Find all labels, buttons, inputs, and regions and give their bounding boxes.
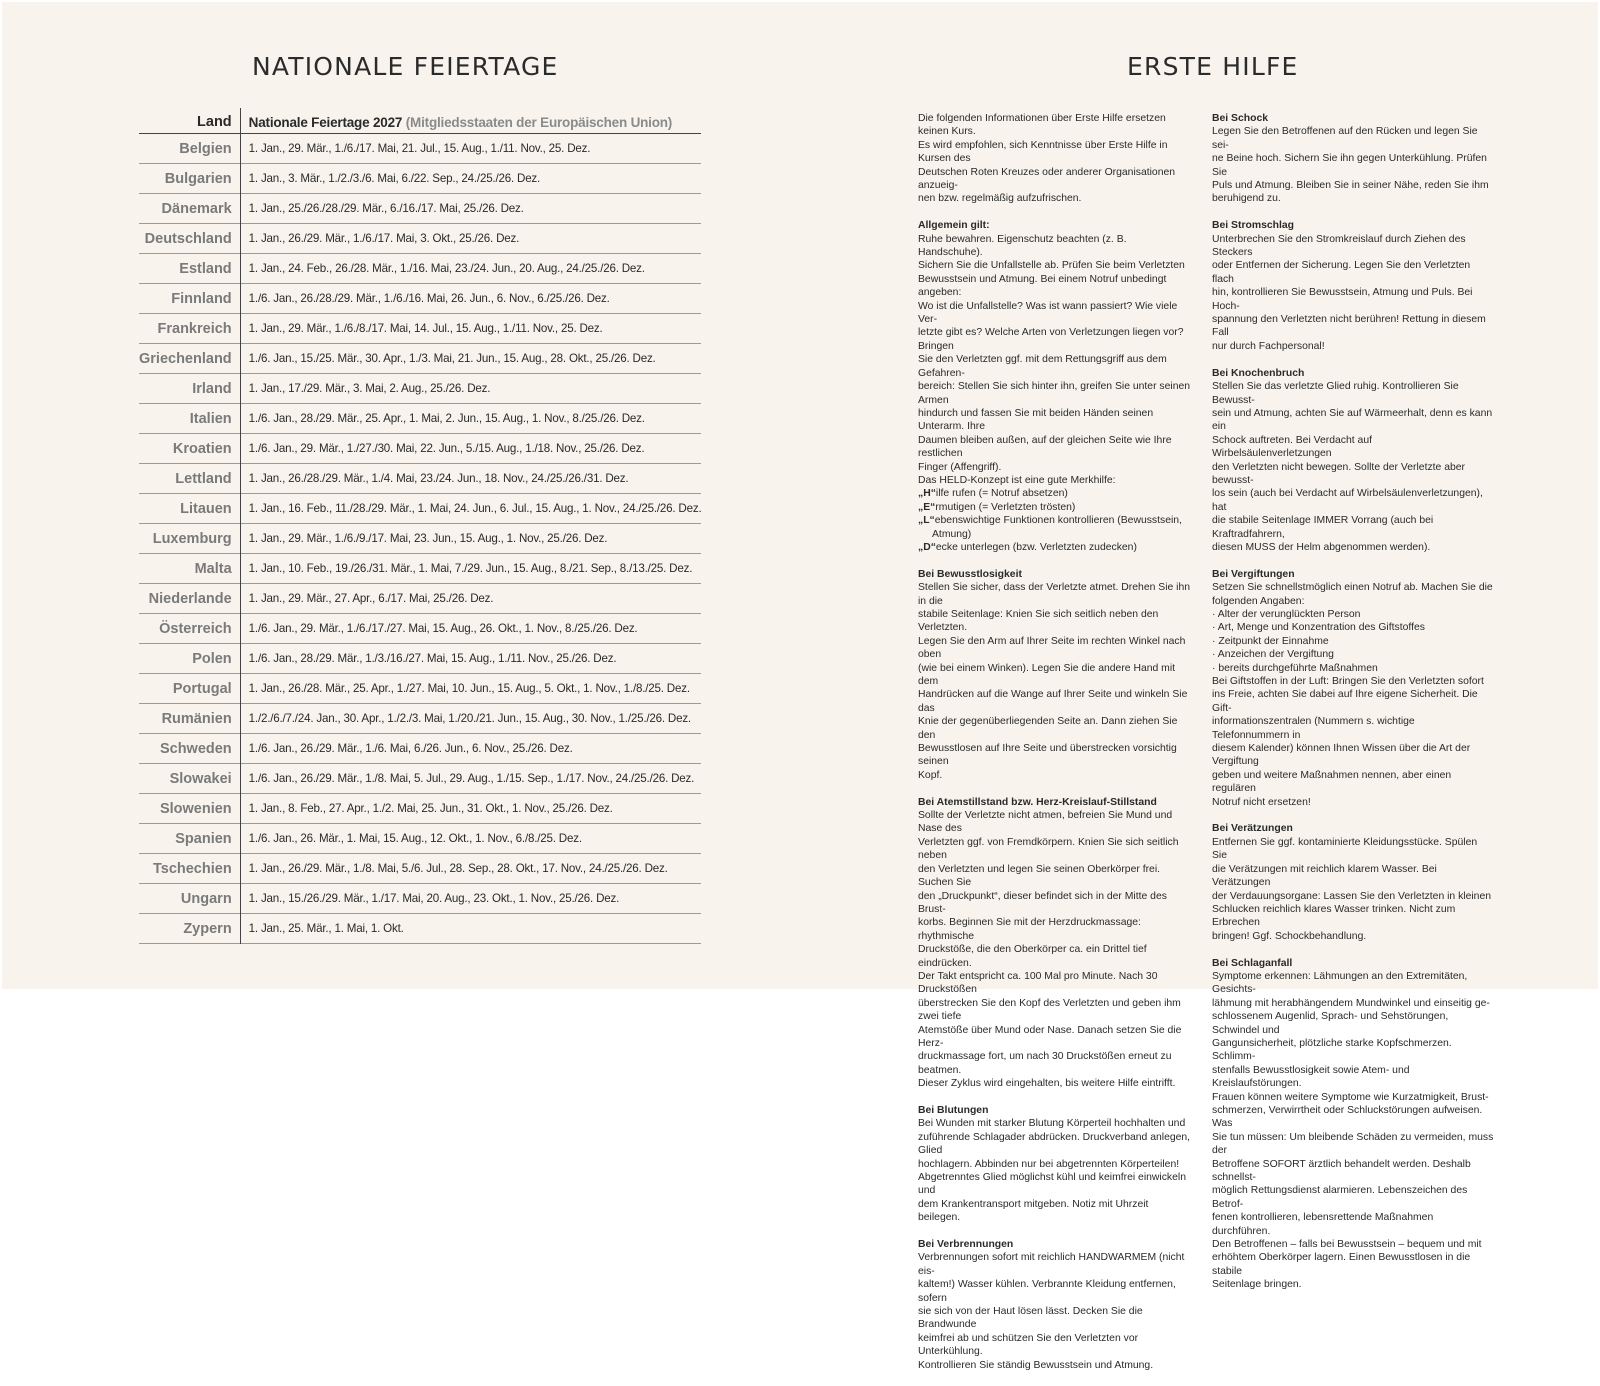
table-row — [139, 704, 701, 734]
dates-cell: 1. Jan., 26./28./29. Mär., 1./4. Mai, 23./24. Jun., 18. Nov., 24./25./26./31. Dez. — [248, 472, 629, 485]
dates-cell: 1./6. Jan., 15./25. Mär., 30. Apr., 1./3. Mai, 21. Jun., 15. Aug., 28. Okt., 25./26. Dez. — [248, 352, 656, 365]
section-text: Setzen Sie schnellstmöglich einen Notruf ab. Machen Sie die folgenden Angaben: · Alter der verunglückten Person · Art, Menge und Konzentration des Giftstoffes · Zeitpunkt der Einnahme · Anzeichen der Vergiftung · bereits durchgeführte Maßnahmen Bei Giftstoffen in der Luft: Bringen Sie den Verletzten sofort ins Freie, achten Sie dabei auf Ihre eigene Sicherheit. Die Gift- informationszentralen (Nummern s. wichtige Telefonnummern in diesem Kalender) können Ihnen Wissen über die Art der Vergiftung geben und weitere Maßnahmen nennen, aber einen regulären Notruf nicht ersetzen! — [1212, 582, 1493, 808]
country-cell: Malta — [139, 554, 240, 584]
table-row — [139, 914, 701, 944]
dates-cell: 1. Jan., 15./26./29. Mär., 1./17. Mai, 20. Aug., 23. Okt., 1. Nov., 25./26. Dez. — [248, 892, 620, 905]
country-cell: Kroatien — [139, 434, 240, 464]
dates-cell: 1./6. Jan., 26. Mär., 1. Mai, 15. Aug., 12. Okt., 1. Nov., 6./8./25. Dez. — [248, 832, 582, 845]
country-cell: Polen — [139, 644, 240, 674]
table-row — [139, 134, 701, 164]
dates-cell: 1. Jan., 10. Feb., 19./26./31. Mär., 1. Mai, 7./29. Jun., 15. Aug., 8./21. Sep., 8./13./25. Dez. — [248, 562, 693, 575]
held-text: ecke unterlegen (bzw. Verletzten zudecken) — [935, 541, 1137, 553]
held-letter: „D“ — [918, 541, 936, 553]
section-heading: Bei Bewusstlosigkeit — [918, 568, 1022, 580]
table-row — [139, 434, 701, 464]
table-header-row — [139, 108, 701, 134]
section-heading: Bei Verbrennungen — [918, 1239, 1014, 1251]
country-cell: Slowakei — [139, 764, 240, 794]
section-heading: Bei Vergiftungen — [1212, 568, 1295, 580]
first-aid-section — [918, 796, 1192, 1091]
section-heading: Bei Atemstillstand bzw. Herz-Kreislauf-Stillstand — [918, 796, 1157, 808]
table-row — [139, 674, 701, 704]
country-cell: Bulgarien — [139, 164, 240, 194]
held-text-continued: Atmung) — [932, 528, 972, 540]
dates-cell: 1. Jan., 25./26./28./29. Mär., 6./16./17. Mai, 25./26. Dez. — [248, 202, 524, 215]
table-row — [139, 404, 701, 434]
table-row — [139, 554, 701, 584]
table-row — [139, 824, 701, 854]
country-cell: Belgien — [139, 134, 240, 164]
table-row — [139, 884, 701, 914]
section-text: Symptome erkennen: Lähmungen an den Extremitäten, Gesichts- lähmung mit herabhängendem Mundwinkel und einseitig ge- schlossenem Augenlid, Sprach- und Sehstörungen, Schwindel und Gangunsicherheit, plötzliche starke Kopfschmerzen. Schlimm- stenfalls Bewusstlosigkeit sowie Atem- und Kreislaufstörungen. Frauen können weitere Symptome wie Kurzatmigkeit, Brust- schmerzen, Verwirrtheit oder Schluckstörungen aufweisen. Was Sie tun müssen: Um bleibende Schäden zu vermeiden, muss der Betroffene SOFORT ärztlich behandelt werden. Deshalb schnellst- möglich Rettungsdienst alarmieren. Lebenszeichen des Betrof- fenen kontrollieren, lebensrettende Maßnahmen durchführen. Den Betroffenen – falls bei Bewusstsein – bequem und mit erhöhtem Oberkörper lagern. Einen Bewusstlosen in die stabile Seitenlage bringen. — [1212, 970, 1494, 1291]
first-aid-section — [1212, 219, 1494, 353]
general-text: Ruhe bewahren. Eigenschutz beachten (z. B. Handschuhe). Sichern Sie die Unfallstelle ab. Prüfen Sie beim Verletzten Bewusstsein und Atmung. Bei einem Notruf unbedingt angeben: Wo ist die Unfallstelle? Was ist wann passiert? Wie viele Ver- letzte gibt es? Welche Arten von Verletzungen liegen vor? Bringen Sie den Verletzten ggf. mit dem Rettungsgriff aus dem Gefahren- bereich: Stellen Sie sich hinter ihn, greifen Sie unter seinen Armen hindurch und fassen Sie mit beiden Händen seinen Unterarm. Ihre Daumen bleiben außen, auf der gleichen Seite wie Ihre restlichen Finger (Affengriff). Das HELD-Konzept ist eine gute Merkhilfe: — [918, 233, 1191, 486]
page-title-first-aid: ERSTE HILFE — [1127, 52, 1299, 81]
table-row — [139, 254, 701, 284]
country-cell: Luxemburg — [139, 524, 240, 554]
section-heading: Bei Schlaganfall — [1212, 957, 1293, 969]
first-aid-section — [1212, 822, 1494, 943]
first-aid-sections-col1 — [918, 568, 1192, 1372]
section-text: Entfernen Sie ggf. kontaminierte Kleidungsstücke. Spülen Sie die Verätzungen mit reichlich klarem Wasser. Bei Verätzungen der Verdauungsorgane: Lassen Sie den Verletzten in kleinen Schlucken reichlich klares Wasser trinken. Nicht zum Erbrechen bringen! Ggf. Schockbehandlung. — [1212, 836, 1492, 942]
first-aid-general — [918, 219, 1192, 554]
holiday-table-body — [139, 134, 701, 944]
held-item — [918, 487, 1192, 500]
country-cell: Spanien — [139, 824, 240, 854]
country-cell: Zypern — [139, 914, 240, 944]
held-text: ilfe rufen (= Notruf absetzen) — [935, 488, 1068, 500]
table-row — [139, 284, 701, 314]
table-row — [139, 314, 701, 344]
held-text: ebenswichtige Funktionen kontrollieren (Bewusstsein, — [934, 515, 1182, 527]
table-row — [139, 644, 701, 674]
country-cell: Slowenien — [139, 794, 240, 824]
country-cell: Irland — [139, 374, 240, 404]
intro-text: Die folgenden Informationen über Erste Hilfe ersetzen keinen Kurs. Es wird empfohlen, sich Kenntnisse über Erste Hilfe in Kursen des Deutschen Roten Kreuzes oder anderer Organisationen anzueig- nen bzw. regelmäßig aufzufrischen. — [918, 113, 1176, 205]
country-cell: Tschechien — [139, 854, 240, 884]
dates-cell: 1. Jan., 26./28. Mär., 25. Apr., 1./27. Mai, 10. Jun., 15. Aug., 5. Okt., 1. Nov., 1./8./25. Dez. — [248, 682, 690, 695]
table-row — [139, 794, 701, 824]
dates-cell: 1. Jan., 24. Feb., 26./28. Mär., 1./16. Mai, 23./24. Jun., 20. Aug., 24./25./26. Dez. — [248, 262, 645, 275]
section-heading: Bei Verätzungen — [1212, 823, 1293, 835]
table-row — [139, 374, 701, 404]
dates-cell: 1./6. Jan., 26./29. Mär., 1./6. Mai, 6./26. Jun., 6. Nov., 25./26. Dez. — [248, 742, 573, 755]
first-aid-sections-col2 — [1212, 112, 1494, 1292]
table-row — [139, 194, 701, 224]
country-cell: Niederlande — [139, 584, 240, 614]
dates-cell: 1./6. Jan., 29. Mär., 1./6./17./27. Mai, 15. Aug., 26. Okt., 1. Nov., 8./25./26. Dez. — [248, 622, 638, 635]
table-row — [139, 524, 701, 554]
section-text: Verbrennungen sofort mit reichlich HANDWARMEM (nicht eis- kaltem!) Wasser kühlen. Verbrannte Kleidung entfernen, sofern sie sich von der Haut lösen lässt. Decken Sie die Brandwunde keimfrei ab und schützen Sie den Verletzten vor Unterkühlung. Kontrollieren Sie ständig Bewusstsein und Atmung. — [918, 1252, 1185, 1371]
first-aid-section — [1212, 112, 1494, 206]
first-aid-section — [1212, 367, 1494, 555]
table-row — [139, 344, 701, 374]
dates-cell: 1. Jan., 3. Mär., 1./2./3./6. Mai, 6./22. Sep., 24./25./26. Dez. — [248, 172, 541, 185]
held-letter: „H“ — [918, 488, 936, 500]
first-aid-column-1 — [918, 112, 1192, 1386]
first-aid-section — [918, 568, 1192, 783]
dates-cell: 1. Jan., 26./29. Mär., 1./8. Mai, 5./6. Jul., 28. Sep., 28. Okt., 17. Nov., 24./25./26. Dez. — [248, 862, 668, 875]
dates-cell: 1./6. Jan., 26./29. Mär., 1./8. Mai, 5. Jul., 29. Aug., 1./15. Sep., 1./17. Nov., 24./25./26. Dez. — [248, 772, 695, 785]
dates-cell: 1./6. Jan., 28./29. Mär., 25. Apr., 1. Mai, 2. Jun., 15. Aug., 1. Nov., 8./25./26. Dez. — [248, 412, 645, 425]
section-heading: Bei Knochenbruch — [1212, 367, 1305, 379]
held-item — [918, 501, 1192, 514]
country-cell: Rumänien — [139, 704, 240, 734]
table-row — [139, 584, 701, 614]
holiday-table — [139, 108, 701, 944]
country-cell: Schweden — [139, 734, 240, 764]
dates-cell: 1. Jan., 8. Feb., 27. Apr., 1./2. Mai, 25. Jun., 31. Okt., 1. Nov., 25./26. Dez. — [248, 802, 613, 815]
dates-cell: 1. Jan., 29. Mär., 1./6./8./17. Mai, 14. Jul., 15. Aug., 1./11. Nov., 25. Dez. — [248, 322, 603, 335]
dates-cell: 1./6. Jan., 28./29. Mär., 1./3./16./27. Mai, 15. Aug., 1./11. Nov., 25./26. Dez. — [248, 652, 617, 665]
dates-cell: 1./2./6./7./24. Jan., 30. Apr., 1./2./3. Mai, 1./20./21. Jun., 15. Aug., 30. Nov., 1./25./26. Dez. — [248, 712, 691, 725]
table-row — [139, 764, 701, 794]
country-cell: Griechenland — [139, 344, 240, 374]
dates-cell: 1. Jan., 17./29. Mär., 3. Mai, 2. Aug., 25./26. Dez. — [248, 382, 491, 395]
dates-cell: 1. Jan., 25. Mär., 1. Mai, 1. Okt. — [248, 922, 404, 935]
table-row — [139, 614, 701, 644]
held-item — [918, 514, 1192, 541]
first-aid-section — [918, 1238, 1192, 1372]
section-heading: Bei Blutungen — [918, 1105, 989, 1116]
section-text: Unterbrechen Sie den Stromkreislauf durch Ziehen des Steckers oder Entfernen der Sicherung. Legen Sie den Verletzten flach hin, kontrollieren Sie Bewusstsein, Atmung und Puls. Bei Hoch- spannung den Verletzten nicht berühren! Rettung in diesem Fall nur durch Fachpersonal! — [1212, 233, 1486, 352]
first-aid-column-2 — [1212, 112, 1494, 1305]
country-cell: Österreich — [139, 614, 240, 644]
table-row — [139, 464, 701, 494]
country-cell: Litauen — [139, 494, 240, 524]
first-aid-section — [918, 1104, 1192, 1225]
held-text: rmutigen (= Verletzten trösten) — [935, 501, 1076, 513]
first-aid-intro — [918, 112, 1192, 206]
section-text: Stellen Sie sicher, dass der Verletzte atmet. Drehen Sie ihn in die stabile Seitenlage: Knien Sie sich seitlich neben den Verletzten. Legen Sie den Arm auf Ihrer Seite im rechten Winkel nach oben (wie bei einem Winken). Legen Sie die andere Hand mit dem Handrücken auf die Wange auf Ihrer Seite und winkeln Sie das Knie der gegenüberliegenden Seite an. Dann ziehen Sie den Bewusstlosen auf Ihre Seite und überstrecken vorsichtig seinen Kopf. — [918, 582, 1191, 781]
country-cell: Frankreich — [139, 314, 240, 344]
country-cell: Ungarn — [139, 884, 240, 914]
country-cell: Finnland — [139, 284, 240, 314]
table-row — [139, 494, 701, 524]
country-cell: Dänemark — [139, 194, 240, 224]
section-text: Stellen Sie das verletzte Glied ruhig. Kontrollieren Sie Bewusst- sein und Atmung, achten Sie auf Wärmeerhalt, denn es kann ein Schock auftreten. Bei Verdacht auf Wirbelsäulenverletzungen den Verletzten nicht bewegen. Sollte der Verletzte aber bewusst- los sein (auch bei Verdacht auf Wirbelsäulenverletzungen), hat die stabile Seitenlage IMMER Vorrang (auch bei Kraftradfahrern, diesen MUSS der Helm abgenommen werden). — [1212, 381, 1493, 553]
page-title-holidays: NATIONALE FEIERTAGE — [252, 52, 559, 81]
held-item — [918, 541, 1192, 554]
held-list — [918, 487, 1192, 554]
section-text: Legen Sie den Betroffenen auf den Rücken und legen Sie sei- ne Beine hoch. Sichern Sie ihn gegen Unterkühlung. Prüfen Sie Puls und Atmung. Bleiben Sie in seiner Nähe, reden Sie ihm beruhigend zu. — [1212, 126, 1489, 205]
first-aid-section — [1212, 957, 1494, 1292]
table-row — [139, 734, 701, 764]
dates-cell: 1./6. Jan., 26./28./29. Mär., 1./6./16. Mai, 26. Jun., 6. Nov., 6./25./26. Dez. — [248, 292, 610, 305]
country-cell: Lettland — [139, 464, 240, 494]
header-dates — [240, 108, 701, 134]
table-row — [139, 164, 701, 194]
section-heading: Bei Schock — [1212, 113, 1269, 124]
section-text: Sollte der Verletzte nicht atmen, befreien Sie Mund und Nase des Verletzten ggf. von Fremdkörpern. Knien Sie sich seitlich neben den Verletzten und legen Sie seinen Oberkörper frei. Suchen Sie den „Druckpunkt“, dieser befindet sich in der Mitte des Brust- korbs. Beginnen Sie mit der Herzdruckmassage: rhythmische Druckstöße, die den Oberkörper ca. ein Drittel tief eindrücken. Der Takt entspricht ca. 100 Mal pro Minute. Nach 30 Druckstößen überstrecken Sie den Kopf des Verletzten und geben ihm zwei tiefe Atemstöße über Mund oder Nase. Danach setzen Sie die Herz- druckmassage fort, um nach 30 Druckstößen erneut zu beatmen. Dieser Zyklus wird eingehalten, bis weitere Hilfe eintrifft. — [918, 810, 1182, 1090]
header-dates-hint: (Mitgliedsstaaten der Europäischen Union) — [405, 115, 673, 130]
header-dates-label: Nationale Feiertage 2027 — [248, 115, 403, 130]
dates-cell: 1./6. Jan., 29. Mär., 1./27./30. Mai, 22. Jun., 5./15. Aug., 1./18. Nov., 25./26. Dez. — [248, 442, 645, 455]
country-cell: Deutschland — [139, 224, 240, 254]
first-aid-section — [1212, 568, 1494, 809]
dates-cell: 1. Jan., 29. Mär., 27. Apr., 6./17. Mai, 25./26. Dez. — [248, 592, 494, 605]
held-letter: „L“ — [918, 515, 935, 527]
section-text: Bei Wunden mit starker Blutung Körperteil hochhalten und zuführende Schlagader abdrücken. Druckverband anlegen, Glied hochlagern. Abbinden nur bei abgetrennten Körperteilen! Abgetrenntes Glied möglichst kühl und keimfrei einwickeln und dem Krankentransport mitgeben. Notiz mit Uhrzeit beilegen. — [918, 1118, 1191, 1224]
general-heading: Allgemein gilt: — [918, 220, 990, 232]
book-spread — [2, 2, 1598, 1371]
dates-cell: 1. Jan., 29. Mär., 1./6./17. Mai, 21. Jul., 15. Aug., 1./11. Nov., 25. Dez. — [248, 142, 591, 155]
dates-cell: 1. Jan., 26./29. Mär., 1./6./17. Mai, 3. Okt., 25./26. Dez. — [248, 232, 520, 245]
table-row — [139, 854, 701, 884]
section-heading: Bei Stromschlag — [1212, 220, 1294, 232]
country-cell: Estland — [139, 254, 240, 284]
table-row — [139, 224, 701, 254]
country-cell: Italien — [139, 404, 240, 434]
country-cell: Portugal — [139, 674, 240, 704]
held-letter: „E“ — [918, 501, 936, 513]
dates-cell: 1. Jan., 16. Feb., 11./28./29. Mär., 1. Mai, 24. Jun., 6. Jul., 15. Aug., 1. Nov., 24./25./26. Dez. — [248, 502, 702, 515]
dates-cell: 1. Jan., 29. Mär., 1./6./9./17. Mai, 23. Jun., 15. Aug., 1. Nov., 25./26. Dez. — [248, 532, 608, 545]
header-land: Land — [139, 108, 240, 134]
